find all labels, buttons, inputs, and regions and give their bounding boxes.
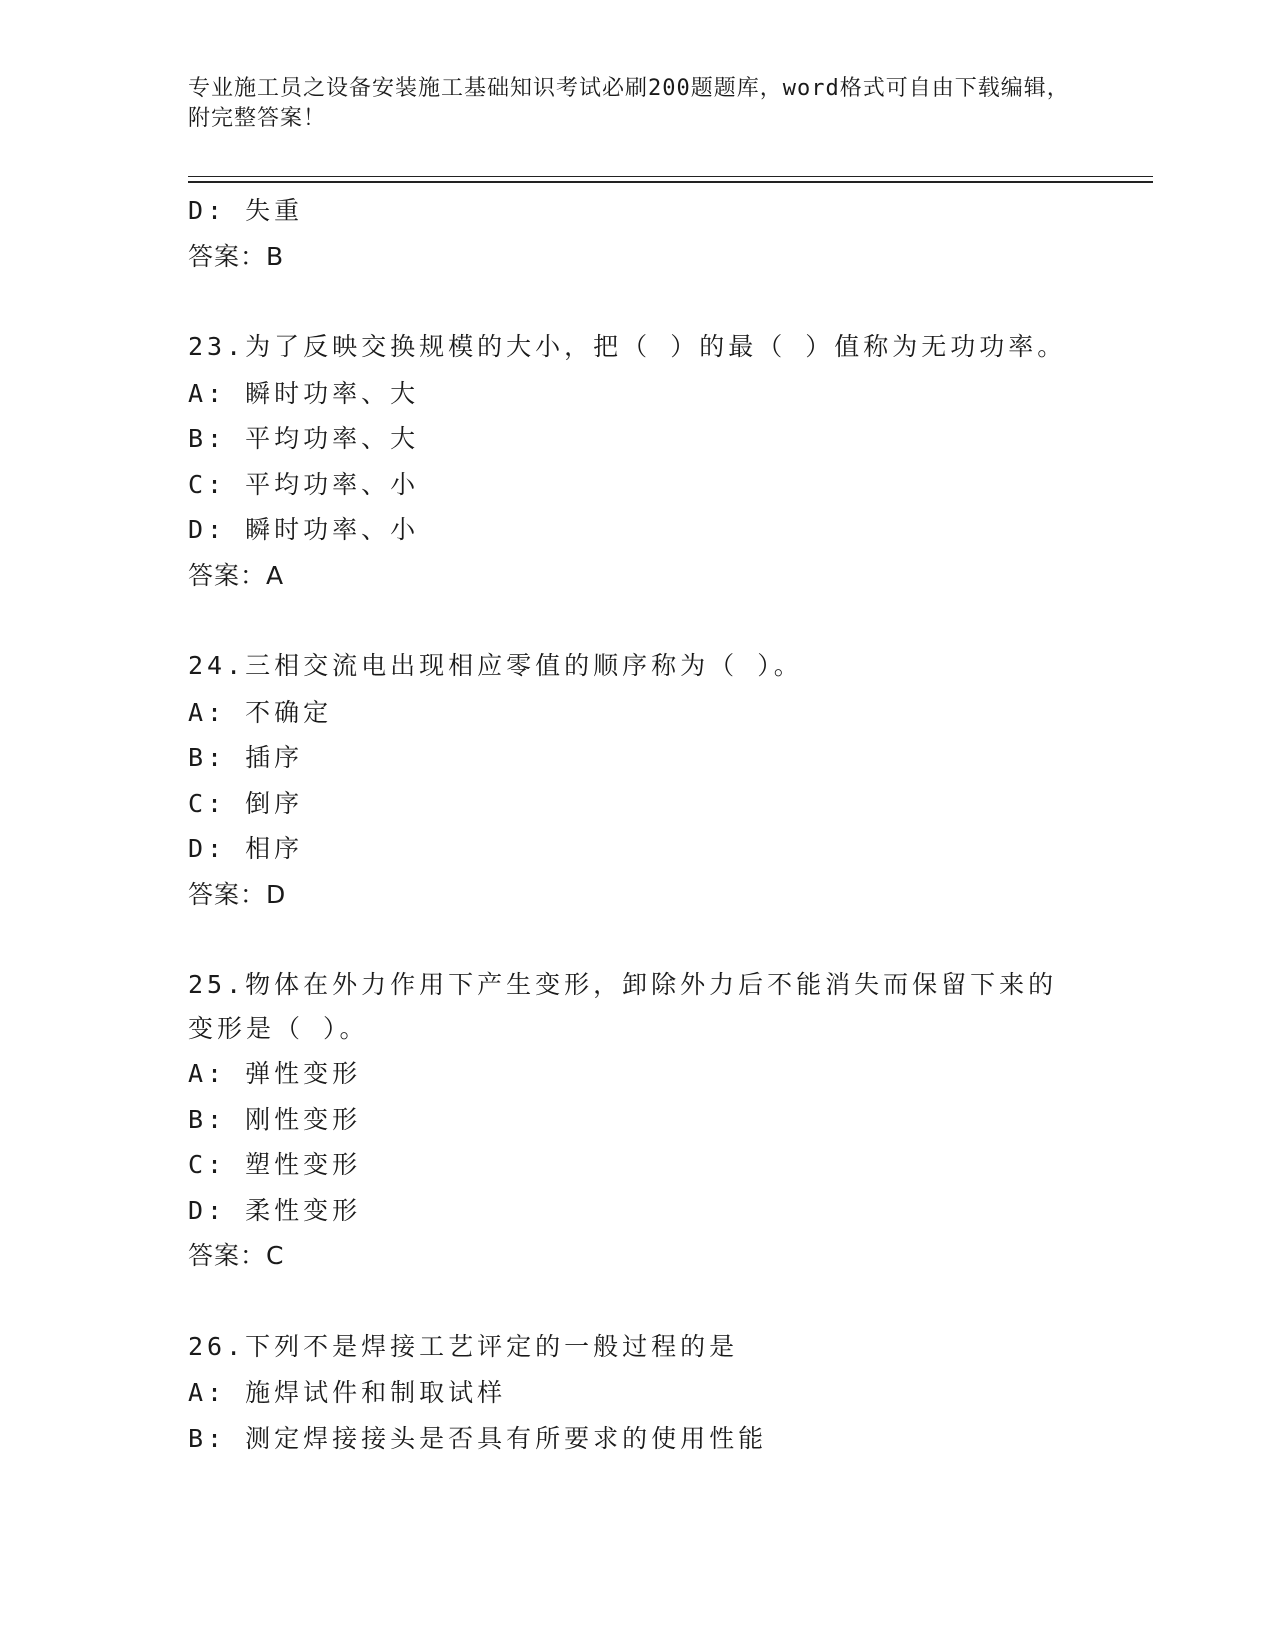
question-25 — [188, 963, 1153, 1279]
question-stem: 23.为了反映交换规模的大小，把（ ）的最（ ）值称为无功功率。 — [188, 332, 1067, 361]
option-d: D: 柔性变形 — [188, 1195, 362, 1225]
option-b: B: 平均功率、大 — [188, 424, 420, 453]
question-26 — [188, 1325, 1153, 1462]
question-23 — [188, 325, 1153, 598]
option-c: C: 塑性变形 — [188, 1150, 362, 1179]
question-24 — [188, 644, 1153, 917]
option-d: D: 失重 — [188, 196, 304, 225]
option-c: C: 平均功率、小 — [188, 469, 420, 499]
answer-line: 答案：A — [188, 560, 285, 590]
question-stem: 26.下列不是焊接工艺评定的一般过程的是 — [188, 1331, 739, 1361]
option-a: A: 瞬时功率、大 — [188, 378, 420, 408]
question-stem: 25.物体在外力作用下产生变形，卸除外力后不能消失而保留下来的变形是（ ）。 — [188, 970, 1058, 1043]
question-stem: 24.三相交流电出现相应零值的顺序称为（ ）。 — [188, 651, 803, 680]
question-list — [188, 188, 1153, 1461]
option-a: A: 不确定 — [188, 697, 333, 727]
header-divider-thick — [188, 181, 1153, 183]
header-divider-thin — [188, 176, 1153, 177]
option-c: C: 倒序 — [188, 788, 304, 818]
option-a: A: 弹性变形 — [188, 1059, 362, 1088]
option-d: D: 瞬时功率、小 — [188, 515, 420, 544]
option-b: B: 测定焊接接头是否具有所要求的使用性能 — [188, 1423, 768, 1453]
answer-line: 答案：D — [188, 879, 287, 909]
page-header: 专业施工员之设备安装施工基础知识考试必刷200题题库，word格式可自由下载编辑，附完整答案！ — [188, 76, 1070, 131]
answer-line: 答案：C — [188, 1241, 285, 1270]
option-b: B: 插序 — [188, 743, 304, 772]
answer-line: 答案：B — [188, 241, 285, 271]
option-d: D: 相序 — [188, 834, 304, 863]
option-a: A: 施焊试件和制取试样 — [188, 1378, 507, 1407]
option-b: B: 刚性变形 — [188, 1104, 362, 1134]
